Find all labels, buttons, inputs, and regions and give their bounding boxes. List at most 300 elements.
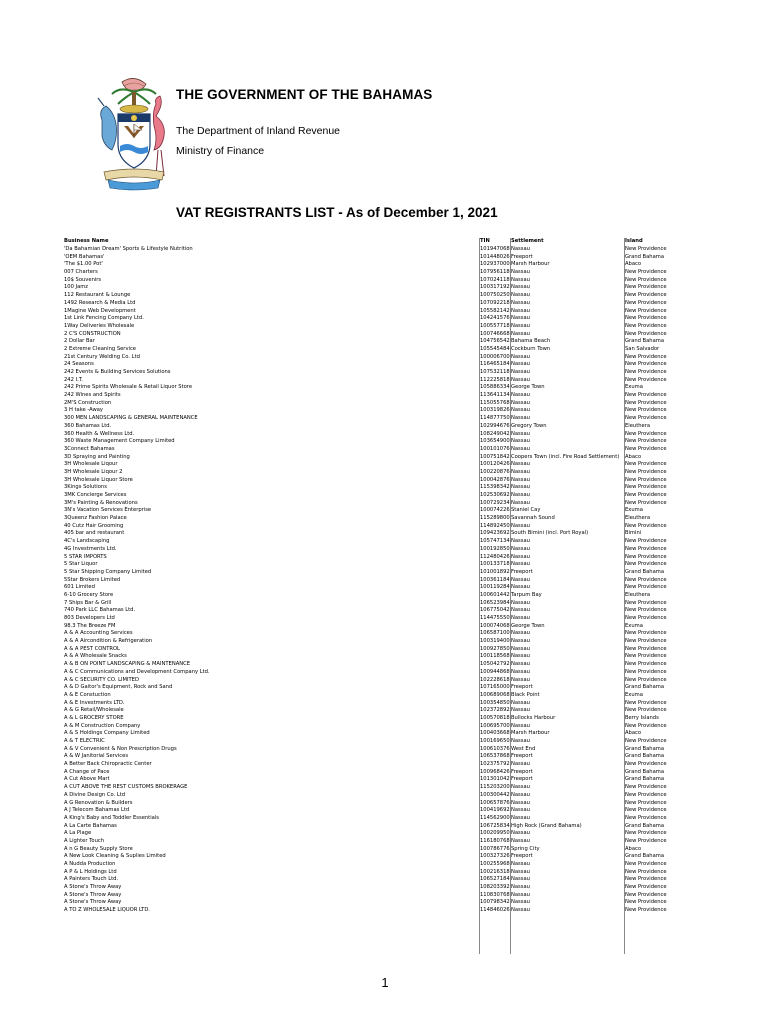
table-row bbox=[64, 884, 670, 892]
island-cell: New Providence bbox=[625, 484, 667, 491]
island-cell: New Providence bbox=[625, 861, 667, 867]
table-row bbox=[64, 753, 670, 761]
table-row bbox=[64, 500, 670, 508]
table-row bbox=[64, 446, 670, 454]
table-row bbox=[64, 838, 670, 846]
island-cell: New Providence bbox=[625, 269, 667, 276]
settlement-cell: Nassau bbox=[511, 299, 530, 306]
business-name-cell: A Painters Touch Ltd. bbox=[64, 876, 119, 883]
settlement-cell: Staniel Cay bbox=[511, 507, 541, 514]
business-name-cell: 5 Star Liquor bbox=[64, 561, 98, 568]
tin-cell: 102372892 bbox=[480, 707, 510, 714]
tin-cell: 100216318 bbox=[480, 868, 510, 875]
settlement-cell: Nassau bbox=[511, 599, 530, 606]
table-row bbox=[64, 308, 670, 316]
business-name-cell: 3Queenz Fashion Palace bbox=[64, 515, 127, 522]
island-cell: Exuma bbox=[625, 384, 643, 391]
tin-cell: 101448026 bbox=[480, 253, 510, 260]
table-row bbox=[64, 254, 670, 262]
business-name-cell: A Divine Design Co. Ltd bbox=[64, 791, 126, 798]
table-row bbox=[64, 338, 670, 346]
table-row bbox=[64, 638, 670, 646]
settlement-cell: Freeport bbox=[511, 684, 533, 691]
settlement-cell: Nassau bbox=[511, 361, 530, 368]
table-row bbox=[64, 684, 670, 692]
business-name-cell: A & M Construction Company bbox=[64, 722, 141, 729]
settlement-cell: Nassau bbox=[511, 399, 530, 406]
settlement-cell: Nassau bbox=[511, 407, 530, 414]
tin-cell: 100354850 bbox=[480, 699, 510, 706]
business-name-cell: A Cut Above Mart bbox=[64, 776, 110, 783]
settlement-cell: Nassau bbox=[511, 861, 530, 867]
table-row bbox=[64, 653, 670, 661]
tin-cell: 100255968 bbox=[480, 861, 510, 867]
tin-cell: 100220876 bbox=[480, 468, 510, 475]
island-cell: New Providence bbox=[625, 638, 667, 645]
tin-cell: 100695700 bbox=[480, 722, 510, 729]
island-cell: Grand Bahama bbox=[625, 253, 664, 260]
tin-cell: 114877750 bbox=[480, 415, 510, 422]
island-cell: New Providence bbox=[625, 322, 667, 329]
island-cell: New Providence bbox=[625, 361, 667, 368]
tin-cell: 105042792 bbox=[480, 661, 510, 668]
tin-cell: 115055768 bbox=[480, 399, 510, 406]
tin-cell: 107092218 bbox=[480, 299, 510, 306]
tin-cell: 106775042 bbox=[480, 607, 510, 614]
settlement-cell: Black Point bbox=[511, 691, 540, 698]
business-name-cell: 242 Wines and Spirits bbox=[64, 392, 121, 399]
tin-cell: 100074226 bbox=[480, 507, 510, 514]
tin-cell: 114475550 bbox=[480, 615, 510, 621]
island-cell: Exuma bbox=[625, 691, 643, 698]
tin-cell: 100798342 bbox=[480, 899, 510, 906]
settlement-cell: Nassau bbox=[511, 891, 530, 898]
tin-cell: 100729234 bbox=[480, 499, 510, 506]
business-name-cell: A Nudda Production bbox=[64, 861, 116, 867]
settlement-cell: Nassau bbox=[511, 584, 530, 591]
settlement-cell: Nassau bbox=[511, 322, 530, 329]
business-name-cell: 100 Jamz bbox=[64, 284, 89, 291]
settlement-cell: Nassau bbox=[511, 761, 530, 768]
island-cell: Grand Bahama bbox=[625, 768, 664, 775]
business-name-cell: 24 Seasons bbox=[64, 361, 94, 368]
island-cell: Grand Bahama bbox=[625, 822, 664, 829]
settlement-cell: Nassau bbox=[511, 292, 530, 299]
tin-cell: 107532118 bbox=[480, 369, 510, 375]
business-name-cell: 112 Restaurant & Lounge bbox=[64, 292, 131, 299]
settlement-cell: Nassau bbox=[511, 638, 530, 645]
island-cell: Grand Bahama bbox=[625, 684, 664, 691]
table-row bbox=[64, 615, 670, 623]
settlement-cell: Nassau bbox=[511, 837, 530, 844]
island-cell: New Providence bbox=[625, 461, 667, 468]
tin-cell: 112225818 bbox=[480, 376, 510, 383]
table-row bbox=[64, 661, 670, 669]
tin-cell: 106523984 bbox=[480, 599, 510, 606]
tin-cell: 100209950 bbox=[480, 830, 510, 837]
business-name-cell: A & C SECURITY CO. LIMITED bbox=[64, 676, 139, 683]
island-cell: Eleuthera bbox=[625, 422, 651, 429]
table-row bbox=[64, 723, 670, 731]
settlement-cell: Nassau bbox=[511, 369, 530, 375]
table-row bbox=[64, 623, 670, 631]
settlement-cell: Nassau bbox=[511, 668, 530, 675]
island-cell: New Providence bbox=[625, 292, 667, 299]
business-name-cell: 1st Link Fencing Company Ltd. bbox=[64, 315, 144, 322]
table-row bbox=[64, 876, 670, 884]
island-cell: New Providence bbox=[625, 722, 667, 729]
table-row bbox=[64, 607, 670, 615]
island-cell: New Providence bbox=[625, 299, 667, 306]
settlement-cell: Nassau bbox=[511, 791, 530, 798]
table-row bbox=[64, 246, 670, 254]
table-body bbox=[64, 246, 670, 915]
business-name-cell: A & T ELECTRIC bbox=[64, 738, 105, 744]
table-row bbox=[64, 538, 670, 546]
business-name-cell: A La Carte Bahamas bbox=[64, 822, 117, 829]
settlement-cell: Savannah Sound bbox=[511, 515, 555, 522]
table-row bbox=[64, 284, 670, 292]
business-name-cell: 40 Cutz Hair Grooming bbox=[64, 522, 124, 529]
tin-cell: 100006700 bbox=[480, 353, 510, 360]
tin-cell: 106587100 bbox=[480, 630, 510, 637]
business-name-cell: 4G Investments Ltd. bbox=[64, 545, 117, 552]
business-name-cell: A & A Accounting Services bbox=[64, 630, 133, 637]
settlement-cell: Nassau bbox=[511, 876, 530, 883]
island-cell: New Providence bbox=[625, 661, 667, 668]
business-name-cell: 007 Charters bbox=[64, 269, 98, 276]
business-name-cell: A & W Janitorial Services bbox=[64, 753, 129, 760]
tin-cell: 105747134 bbox=[480, 538, 510, 545]
island-cell: Grand Bahama bbox=[625, 745, 664, 752]
settlement-cell: Marsh Harbour bbox=[511, 730, 550, 737]
settlement-cell: Freeport bbox=[511, 776, 533, 783]
table-row bbox=[64, 454, 670, 462]
table-row bbox=[64, 392, 670, 400]
settlement-cell: Coopers Town (incl. Fire Road Settlement) bbox=[511, 453, 620, 460]
table-row bbox=[64, 899, 670, 907]
island-cell: New Providence bbox=[625, 791, 667, 798]
tin-cell: 105582142 bbox=[480, 307, 510, 314]
table-row bbox=[64, 523, 670, 531]
table-row bbox=[64, 784, 670, 792]
tin-cell: 106725834 bbox=[480, 822, 510, 829]
table-row bbox=[64, 792, 670, 800]
settlement-cell: George Town bbox=[511, 622, 545, 629]
settlement-cell: Nassau bbox=[511, 661, 530, 668]
business-name-cell: 3H Wholesale Liqour bbox=[64, 461, 118, 468]
business-name-cell: 3N's Vacation Services Enterprise bbox=[64, 507, 152, 514]
settlement-cell: Nassau bbox=[511, 830, 530, 837]
business-name-cell: A n G Beauty Supply Store bbox=[64, 845, 133, 852]
tin-cell: 100557718 bbox=[480, 322, 510, 329]
business-name-cell: 2 Extreme Cleaning Service bbox=[64, 345, 136, 352]
settlement-cell: Nassau bbox=[511, 246, 530, 252]
settlement-cell: Nassau bbox=[511, 353, 530, 360]
settlement-cell: Nassau bbox=[511, 784, 530, 791]
business-name-cell: 3M's Painting & Renovations bbox=[64, 499, 138, 506]
settlement-cell: Spring City bbox=[511, 845, 540, 852]
island-cell: New Providence bbox=[625, 676, 667, 683]
settlement-cell: Freeport bbox=[511, 568, 533, 575]
island-cell: New Providence bbox=[625, 653, 667, 660]
island-cell: New Providence bbox=[625, 830, 667, 837]
settlement-cell: Freeport bbox=[511, 768, 533, 775]
tin-cell: 100192850 bbox=[480, 545, 510, 552]
table-row bbox=[64, 515, 670, 523]
tin-cell: 100570818 bbox=[480, 714, 510, 721]
settlement-cell: Nassau bbox=[511, 576, 530, 583]
tin-cell: 107956118 bbox=[480, 269, 510, 276]
tin-cell: 100361184 bbox=[480, 576, 510, 583]
table-header-row bbox=[64, 238, 670, 246]
ministry-name: Ministry of Finance bbox=[176, 145, 265, 157]
settlement-cell: Freeport bbox=[511, 753, 533, 760]
island-cell: New Providence bbox=[625, 615, 667, 621]
table-row bbox=[64, 846, 670, 854]
island-cell: New Providence bbox=[625, 645, 667, 652]
settlement-cell: Nassau bbox=[511, 545, 530, 552]
table-row bbox=[64, 561, 670, 569]
table-row bbox=[64, 315, 670, 323]
island-cell: New Providence bbox=[625, 376, 667, 383]
settlement-cell: Nassau bbox=[511, 276, 530, 283]
table-row bbox=[64, 377, 670, 385]
settlement-cell: West End bbox=[511, 745, 536, 752]
business-name-cell: A & V Convenient & Non Prescription Drugs bbox=[64, 745, 177, 752]
table-row bbox=[64, 492, 670, 500]
business-name-cell: A King's Baby and Toddler Essentials bbox=[64, 814, 159, 821]
island-cell: New Providence bbox=[625, 738, 667, 744]
tin-cell: 106537868 bbox=[480, 753, 510, 760]
table-row bbox=[64, 807, 670, 815]
tin-cell: 104241576 bbox=[480, 315, 510, 322]
table-row bbox=[64, 277, 670, 285]
island-cell: New Providence bbox=[625, 415, 667, 422]
table-row bbox=[64, 484, 670, 492]
tin-cell: 102994676 bbox=[480, 422, 510, 429]
island-cell: New Providence bbox=[625, 330, 667, 337]
business-name-cell: 3H Wholesale Liqour 2 bbox=[64, 468, 123, 475]
tin-cell: 100101076 bbox=[480, 445, 510, 452]
island-cell: New Providence bbox=[625, 807, 667, 814]
settlement-cell: Nassau bbox=[511, 814, 530, 821]
tin-cell: 100119284 bbox=[480, 584, 510, 591]
business-name-cell: 242 Events & Building Services Solutions bbox=[64, 369, 171, 375]
table-row bbox=[64, 761, 670, 769]
business-name-cell: A & E Constuction bbox=[64, 691, 111, 698]
business-name-cell: 'The $1.00 Pot' bbox=[64, 261, 103, 268]
tin-cell: 101001892 bbox=[480, 568, 510, 575]
table-row bbox=[64, 407, 670, 415]
business-name-cell: 405 bar and restaurant bbox=[64, 530, 125, 537]
island-cell: New Providence bbox=[625, 799, 667, 806]
tin-cell: 108203392 bbox=[480, 884, 510, 891]
settlement-cell: Nassau bbox=[511, 653, 530, 660]
business-name-cell: 360 Health & Wellness Ltd. bbox=[64, 430, 135, 437]
tin-cell: 100657876 bbox=[480, 799, 510, 806]
business-name-cell: 5 STAR IMPORTS bbox=[64, 553, 107, 560]
table-row bbox=[64, 361, 670, 369]
tin-cell: 100319400 bbox=[480, 638, 510, 645]
island-cell: New Providence bbox=[625, 284, 667, 291]
coat-of-arms-emblem bbox=[94, 76, 174, 194]
business-name-cell: 3 H take -Away bbox=[64, 407, 103, 414]
table-row bbox=[64, 530, 670, 538]
table-row bbox=[64, 469, 670, 477]
table-row bbox=[64, 630, 670, 638]
business-name-cell: A & A Aircondition & Refrigeration bbox=[64, 638, 153, 645]
business-name-cell: 360 Waste Management Company Limited bbox=[64, 438, 175, 445]
business-name-cell: A & B ON POINT LANDSCAPING & MAINTENANCE bbox=[64, 661, 191, 668]
settlement-cell: Nassau bbox=[511, 376, 530, 383]
table-row bbox=[64, 423, 670, 431]
business-name-cell: 3Kings Solutions bbox=[64, 484, 107, 491]
island-cell: New Providence bbox=[625, 607, 667, 614]
table-row bbox=[64, 692, 670, 700]
table-row bbox=[64, 261, 670, 269]
tin-cell: 115398342 bbox=[480, 484, 510, 491]
table-row bbox=[64, 892, 670, 900]
tin-cell: 100317192 bbox=[480, 284, 510, 291]
tin-cell: 106527184 bbox=[480, 876, 510, 883]
island-cell: New Providence bbox=[625, 468, 667, 475]
business-name-cell: A La Plage bbox=[64, 830, 92, 837]
column-header-business-name: Business Name bbox=[64, 238, 109, 244]
island-cell: New Providence bbox=[625, 392, 667, 399]
tin-cell: 100746668 bbox=[480, 330, 510, 337]
tin-cell: 100074068 bbox=[480, 622, 510, 629]
table-row bbox=[64, 369, 670, 377]
tin-cell: 100751842 bbox=[480, 453, 510, 460]
settlement-cell: Nassau bbox=[511, 330, 530, 337]
business-name-cell: A Change of Pace bbox=[64, 768, 110, 775]
island-cell: New Providence bbox=[625, 784, 667, 791]
table-row bbox=[64, 700, 670, 708]
settlement-cell: Nassau bbox=[511, 884, 530, 891]
table-row bbox=[64, 384, 670, 392]
table-row bbox=[64, 415, 670, 423]
registrants-table bbox=[64, 238, 670, 915]
business-name-cell: 601 Limited bbox=[64, 584, 95, 591]
business-name-cell: A Stone's Throw Away bbox=[64, 891, 122, 898]
tin-cell: 100042876 bbox=[480, 476, 510, 483]
island-cell: Bimini bbox=[625, 530, 642, 537]
tin-cell: 100169650 bbox=[480, 738, 510, 744]
business-name-cell: 3H Wholesale Liquor Store bbox=[64, 476, 133, 483]
tin-cell: 101947068 bbox=[480, 246, 510, 252]
business-name-cell: 242 Prime Spirits Wholesale & Retail Liquor Store bbox=[64, 384, 193, 391]
table-row bbox=[64, 853, 670, 861]
tin-cell: 105886334 bbox=[480, 384, 510, 391]
island-cell: Grand Bahama bbox=[625, 338, 664, 345]
business-name-cell: 1Way Deliveries Wholesale bbox=[64, 322, 135, 329]
island-cell: Eleuthera bbox=[625, 591, 651, 598]
island-cell: New Providence bbox=[625, 576, 667, 583]
island-cell: Berry Islands bbox=[625, 714, 659, 721]
table-row bbox=[64, 438, 670, 446]
island-cell: Abaco bbox=[625, 845, 642, 852]
table-row bbox=[64, 569, 670, 577]
tin-cell: 100118568 bbox=[480, 653, 510, 660]
table-row bbox=[64, 815, 670, 823]
island-cell: Abaco bbox=[625, 730, 642, 737]
island-cell: New Providence bbox=[625, 438, 667, 445]
tin-cell: 100403668 bbox=[480, 730, 510, 737]
table-row bbox=[64, 354, 670, 362]
tin-cell: 113641134 bbox=[480, 392, 510, 399]
settlement-cell: Nassau bbox=[511, 615, 530, 621]
island-cell: New Providence bbox=[625, 276, 667, 283]
tin-cell: 104756542 bbox=[480, 338, 510, 345]
island-cell: Eleuthera bbox=[625, 515, 651, 522]
business-name-cell: A & C Communications and Development Company Ltd. bbox=[64, 668, 210, 675]
tin-cell: 100419692 bbox=[480, 807, 510, 814]
business-name-cell: A J Telecom Bahamas Ltd bbox=[64, 807, 130, 814]
table-row bbox=[64, 769, 670, 777]
settlement-cell: Bahama Beach bbox=[511, 338, 551, 345]
settlement-cell: Nassau bbox=[511, 722, 530, 729]
government-title: THE GOVERNMENT OF THE BAHAMAS bbox=[176, 87, 433, 102]
table-row bbox=[64, 869, 670, 877]
table-row bbox=[64, 577, 670, 585]
island-cell: New Providence bbox=[625, 246, 667, 252]
column-header-tin: TIN bbox=[480, 238, 490, 244]
business-name-cell: A P & L Holdings Ltd bbox=[64, 868, 117, 875]
table-row bbox=[64, 669, 670, 677]
business-name-cell: A & A PEST CONTROL bbox=[64, 645, 120, 652]
settlement-cell: Nassau bbox=[511, 415, 530, 422]
table-row bbox=[64, 400, 670, 408]
business-name-cell: A G Renovation & Builders bbox=[64, 799, 133, 806]
island-cell: New Providence bbox=[625, 561, 667, 568]
table-row bbox=[64, 800, 670, 808]
tin-cell: 109423692 bbox=[480, 530, 510, 537]
island-cell: New Providence bbox=[625, 315, 667, 322]
island-cell: New Providence bbox=[625, 899, 667, 906]
island-cell: Abaco bbox=[625, 453, 642, 460]
business-name-cell: 21st Century Welding Co. Ltd bbox=[64, 353, 140, 360]
settlement-cell: Nassau bbox=[511, 630, 530, 637]
settlement-cell: South Bimini (incl. Port Royal) bbox=[511, 530, 589, 537]
settlement-cell: Nassau bbox=[511, 645, 530, 652]
settlement-cell: Nassau bbox=[511, 315, 530, 322]
business-name-cell: 'Da Bahamian Dream' Sports & Lifestyle Nutrition bbox=[64, 246, 193, 252]
table-row bbox=[64, 677, 670, 685]
table-row bbox=[64, 861, 670, 869]
island-cell: New Providence bbox=[625, 837, 667, 844]
island-cell: New Providence bbox=[625, 369, 667, 375]
tin-cell: 100968426 bbox=[480, 768, 510, 775]
tin-cell: 100944868 bbox=[480, 668, 510, 675]
settlement-cell: Nassau bbox=[511, 538, 530, 545]
island-cell: New Providence bbox=[625, 522, 667, 529]
tin-cell: 116465184 bbox=[480, 361, 510, 368]
island-cell: New Providence bbox=[625, 445, 667, 452]
business-name-cell: A Lighter Touch bbox=[64, 837, 105, 844]
business-name-cell: A TO Z WHOLESALE LIQUOR LTD. bbox=[64, 907, 150, 914]
island-cell: New Providence bbox=[625, 630, 667, 637]
table-row bbox=[64, 269, 670, 277]
tin-cell: 100786776 bbox=[480, 845, 510, 852]
island-cell: New Providence bbox=[625, 538, 667, 545]
business-name-cell: 'OEM Bahamas' bbox=[64, 253, 105, 260]
business-name-cell: 98.3 The Breeze FM bbox=[64, 622, 116, 629]
settlement-cell: Nassau bbox=[511, 307, 530, 314]
settlement-cell: Nassau bbox=[511, 269, 530, 276]
tin-cell: 100610376 bbox=[480, 745, 510, 752]
business-name-cell: A & L GROCERY STORE bbox=[64, 714, 124, 721]
